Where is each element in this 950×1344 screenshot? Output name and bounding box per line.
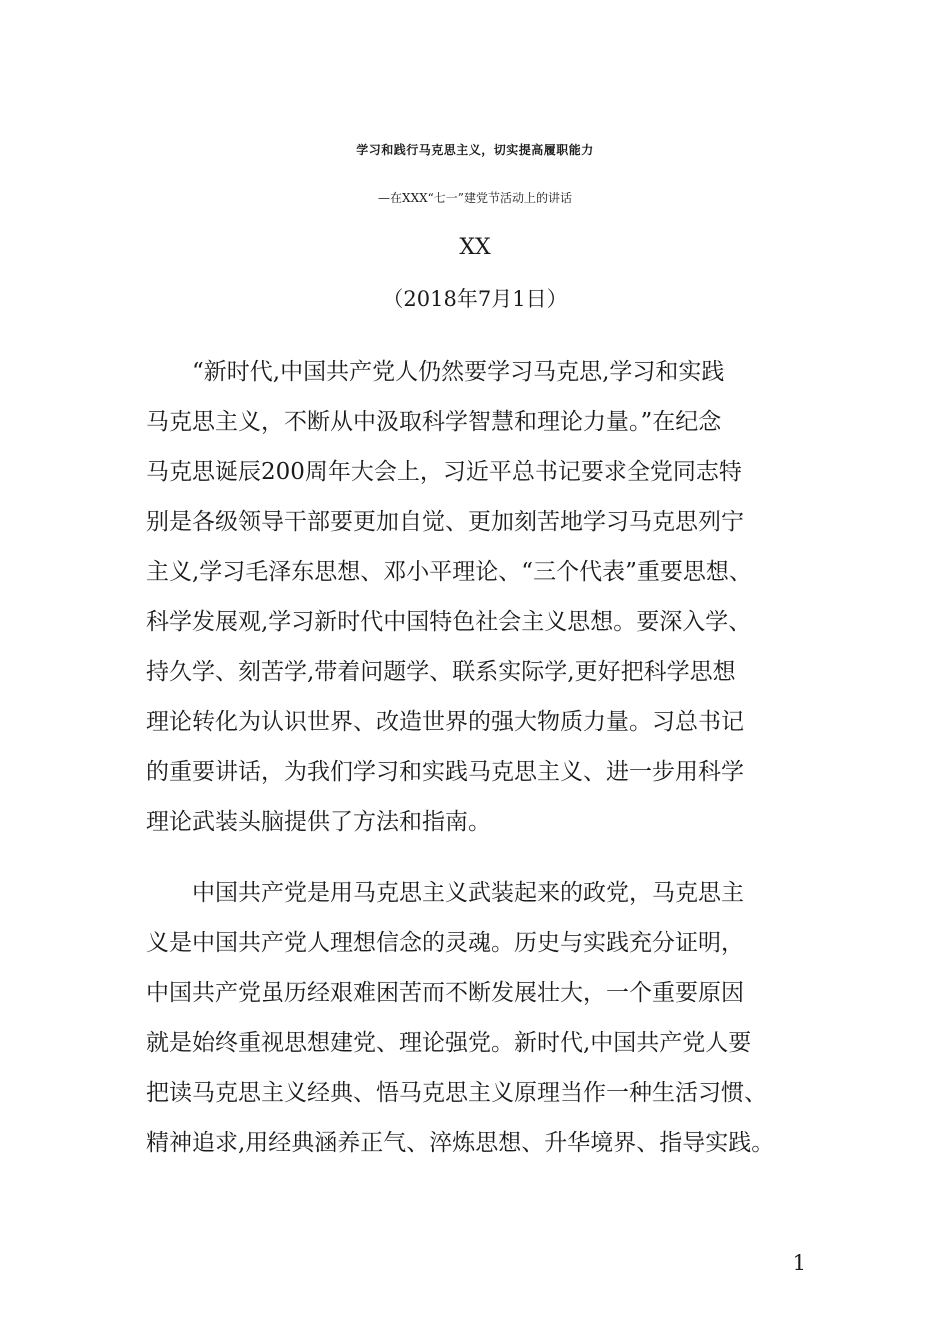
- paragraph-line: 精神追求,用经典涵养正气、淬炼思想、升华境界、指导实践。: [146, 1130, 775, 1156]
- paragraph-line: 主义,学习毛泽东思想、邓小平理论、“三个代表”重要思想、: [146, 559, 752, 585]
- body-paragraph-2: [146, 868, 816, 1168]
- paragraph-line: 科学发展观,学习新时代中国特色社会主义思想。要深入学、: [146, 609, 752, 635]
- page-number: 1: [792, 1251, 806, 1275]
- paragraph-line: 理论转化为认识世界、改造世界的强大物质力量。习总书记: [146, 709, 744, 735]
- paragraph-line: 中国共产党虽历经艰难困苦而不断发展壮大，一个重要原因: [146, 980, 744, 1006]
- paragraph-line: “新时代,中国共产党人仍然要学习马克思,学习和实践: [192, 359, 725, 385]
- body-paragraph-1: [146, 347, 816, 847]
- paragraph-line: 马克思主义，不断从中汲取科学智慧和理论力量。”在纪念: [146, 409, 722, 435]
- paragraph-line: 理论武装头脑提供了方法和指南。: [146, 809, 491, 835]
- paragraph-line: 就是始终重视思想建党、理论强党。新时代,中国共产党人要: [146, 1030, 752, 1056]
- paragraph-line: 的重要讲话，为我们学习和实践马克思主义、进一步用科学: [146, 759, 744, 785]
- paragraph-line: 别是各级领导干部要更加自觉、更加刻苦地学习马克思列宁: [146, 509, 744, 535]
- document-subtitle: —在XXX“七一”建党节活动上的讲话: [378, 191, 572, 205]
- author-name: XX: [459, 235, 491, 260]
- paragraph-line: 马克思诞辰200周年大会上，习近平总书记要求全党同志特: [146, 459, 742, 485]
- paragraph-line: 持久学、刻苦学,带着问题学、联系实际学,更好把科学思想: [146, 659, 736, 685]
- paragraph-line: 中国共产党是用马克思主义武装起来的政党，马克思主: [192, 880, 744, 906]
- document-title: 学习和践行马克思主义，切实提高履职能力: [356, 143, 594, 157]
- paragraph-line: 义是中国共产党人理想信念的灵魂。历史与实践充分证明，: [146, 930, 744, 956]
- paragraph-line: 把读马克思主义经典、悟马克思主义原理当作一种生活习惯、: [146, 1080, 767, 1106]
- speech-date: （2018年7月1日）: [382, 287, 568, 311]
